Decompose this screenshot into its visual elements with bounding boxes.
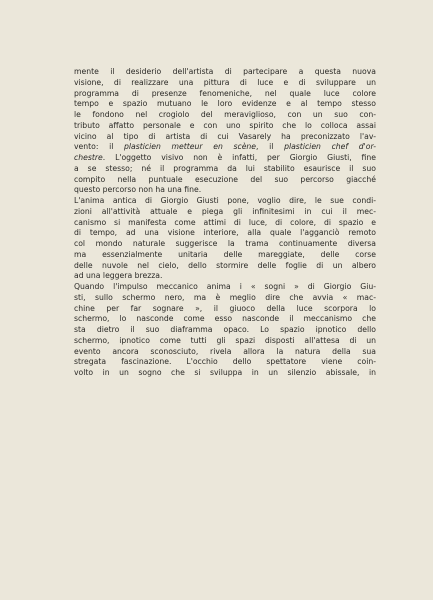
text-line: col mondo naturale suggerisce la trama continuamente diversa	[74, 239, 376, 248]
text-line: compito nella puntuale esecuzione del suo percorso giacché	[74, 174, 376, 184]
text-line: zioni all'attività attuale e piega gli infinitesimi in cui il mec-	[74, 206, 376, 216]
body-text	[74, 67, 376, 379]
text-line: di tempo, ad una visione interiore, alla quale l'agganciò remoto	[74, 228, 376, 238]
italic-line-text: vento: il plasticien metteur en scène, il plasticien chef d'or-	[74, 142, 376, 152]
text-line: sta dietro il suo diaframma opaco. Lo spazio ipnotico dello	[74, 325, 376, 334]
text-line: volto in un sogno che si sviluppa in un silenzio abissale, in	[74, 368, 376, 377]
text-line: mente il desiderio dell'artista di partecipare a questa nuova	[74, 67, 376, 76]
text-line: vicino al tipo di artista di cui Vasarely ha preconizzato l'av-	[74, 131, 376, 141]
text-line: Quando l'impulso meccanico anima i « sogni » di Giorgio Giu-	[74, 282, 376, 291]
italic-line-text: chestre. L'oggetto visivo non è infatti, per Giorgio Giusti, fine	[74, 153, 376, 162]
italic-phrase: plasticien chef d'or-	[284, 142, 376, 152]
text-line: le fondono nel crogiolo del meraviglioso, con un suo con-	[74, 110, 376, 119]
text-line: schermo, ipnotico come tutti gli spazi disposti all'attesa di un	[74, 335, 376, 345]
text-line-italic	[74, 153, 376, 164]
italic-phrase: plasticien metteur en scène	[124, 142, 257, 152]
text-line: evento ancora sconosciuto, rivela allora la natura della sua	[74, 346, 376, 356]
text-line: tempo e spazio mutuano le loro evidenze e al tempo stesso	[74, 99, 376, 109]
text-line: canismo si manifesta come attimi di luce, di colore, di spazio e	[74, 217, 376, 227]
text-line: chine per far sognare », il giuoco della luce scorpora lo	[74, 303, 376, 313]
text-line: delle nuvole nel cielo, dello stormire delle foglie di un albero	[74, 260, 376, 270]
text-line: ma essenzialmente unitaria delle mareggiate, delle corse	[74, 249, 376, 259]
text-line-italic	[74, 142, 376, 153]
text-line: visione, di realizzare una pittura di luce e di sviluppare un	[74, 77, 376, 87]
text-line: programma di presenze fenomeniche, nel quale luce colore	[74, 88, 376, 98]
text-line: tributo affatto personale e con uno spirito che lo colloca assai	[74, 120, 376, 130]
text-line: ad una leggera brezza.	[74, 271, 163, 281]
text-line: stregata fascinazione. L'occhio dello spettatore viene coin-	[74, 357, 376, 367]
text-line: schermo, lo nasconde come esso nasconde il meccanismo che	[74, 314, 376, 324]
italic-phrase: chestre	[74, 153, 103, 162]
text-line: questo percorso non ha una fine.	[74, 185, 202, 195]
text-line: a se stesso; né il programma da lui stabilito esaurisce il suo	[74, 163, 376, 173]
text-line: L'anima antica di Giorgio Giusti pone, voglio dire, le sue condi-	[74, 196, 376, 205]
text-line: sti, sullo schermo nero, ma è meglio dire che avvia « mac-	[74, 292, 376, 302]
